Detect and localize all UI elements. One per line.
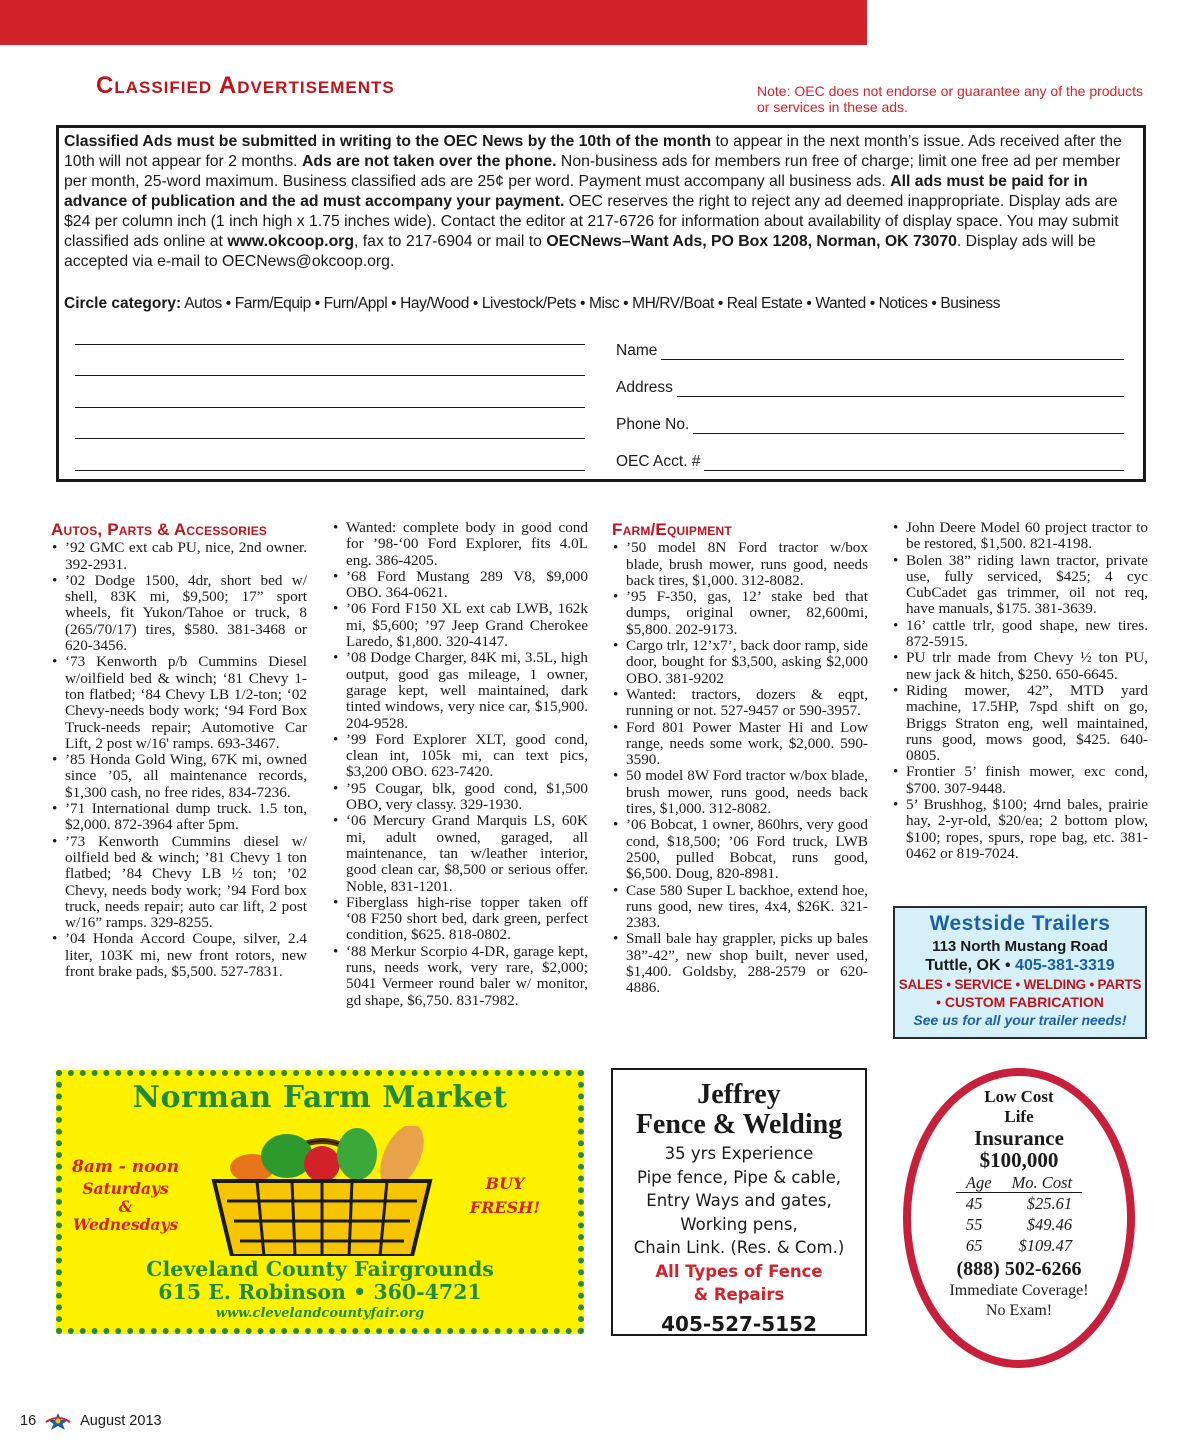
jeff-line: Pipe fence, Pipe & cable, <box>637 1167 841 1187</box>
westside-trailers-ad <box>893 906 1147 1039</box>
category-line: Circle category: Autos • Farm/Equip • Furn/Appl • Hay/Wood • Livestock/Pets • Misc • MH/RV/Boat • Real Estate • Wanted • Notices • Business <box>64 295 1001 312</box>
ins-line: Insurance <box>974 1126 1064 1150</box>
classified-ad-item: • ’85 Honda Gold Wing, 67K mi, owned since ’05, all maintenance records, $1,300 cash, no free rides, 834-7236. <box>51 752 307 801</box>
autos-column-2 <box>332 520 588 1009</box>
rates-header-cost: Mo. Cost <box>1002 1173 1083 1193</box>
classified-ad-item: • 16’ cattle trlr, good shape, new tires. 872-5915. <box>892 618 1148 651</box>
rate-age: 65 <box>965 1236 983 1255</box>
autos-list <box>51 540 307 980</box>
nfm-venue: Cleveland County Fairgrounds 615 E. Robinson • 360-4721 <box>146 1257 494 1304</box>
classified-ad-item: • ’71 International dump truck. 1.5 ton, $2,000. 872-3964 after 5pm. <box>51 801 307 834</box>
page-number: 16 <box>20 1413 37 1429</box>
classified-ad-item: • Frontier 5’ finish mower, exc cond, $700. 307-9448. <box>892 764 1148 797</box>
classified-ad-item: • ’06 Ford F150 XL ext cab LWB, 162k mi, $5,600; ’97 Jeep Grand Cherokee Laredo, $1,800. 320-4147. <box>332 601 588 650</box>
rates-row <box>956 1214 1082 1235</box>
ins-amount: $100,000 <box>979 1148 1059 1172</box>
rates-header-age: Age <box>956 1173 1002 1193</box>
nfm-title: Norman Farm Market <box>132 1080 508 1115</box>
rate-cost: $109.47 <box>1018 1236 1073 1255</box>
classified-ad-item: • Small bale hay grappler, picks up bales 38”-42”, new shop built, never used, $1,400. Goldsby, 288-2579 or 620-4886. <box>612 931 868 996</box>
classified-ad-item: • ’68 Ford Mustang 289 V8, $9,000 OBO. 364-0621. <box>332 569 588 602</box>
ins-line: No Exam! <box>985 1302 1053 1319</box>
classified-ad-item: • John Deere Model 60 project tractor to be restored, $1,500. 821-4198. <box>892 520 1148 553</box>
classified-ad-item: • ‘73 Kenworth p/b Cummins Diesel w/oilfield bed & winch; ‘81 Chevy 1-ton flatbed; ‘84 Chevy LB 1/2-ton; ‘02 Chevy-needs body work; ‘94 Ford Box Truck-needs repair; Automotive Car Lift, 2 post w/16' ramps. 693-3467. <box>51 654 307 752</box>
jeff-title: Jeffrey Fence & Welding <box>635 1079 843 1140</box>
classified-ad-item: • Riding mower, 42”, MTD yard machine, 17.5HP, 7spd shift on go, Briggs Straton eng, well maintained, runs good, mows good, $425. 640-0805. <box>892 683 1148 764</box>
classified-ad-item: • ’50 model 8N Ford tractor w/box blade, brush mower, runs good, needs back tires, $1,000. 312-8082. <box>612 540 868 589</box>
section-heading-autos: Autos, Parts & Accessories <box>51 520 268 539</box>
rates-row <box>956 1235 1082 1256</box>
classified-ad-item: • Bolen 38” riding lawn tractor, private use, fully serviced, $425; 4 cyc CubCadet gas trimmer, oil not req, have manuals, $175. 381-3639. <box>892 553 1148 618</box>
rates-row <box>956 1193 1082 1215</box>
disclaimer-note: Note: OEC does not endorse or guarantee any of the products or services in these ads. <box>757 83 1144 115</box>
rate-age: 55 <box>965 1215 983 1234</box>
classified-ad-item: • ‘06 Mercury Grand Marquis LS, 60K mi, adult owned, garaged, all maintenance, tan w/leather interior, good clean car, $8,500 or serious offer. Noble, 831-1201. <box>332 813 588 894</box>
classified-ad-item: • ’95 F-350, gas, 12’ stake bed that dumps, original owner, 82,600mi, $5,800. 202-9173. <box>612 589 868 638</box>
submission-rules: Classified Ads must be submitted in writing to the OEC News by the 10th of the month to appear in the next month’s issue. Ads received after the 10th will not appear for 2 months. Ads are not taken over the phone. Non-business ads for members run free of charge; limit one free ad per member per month, 25-word maximum. Business classified ads are 25¢ per word. Payment must accompany all business ads. All ads must be paid for in advance of publication and the ad must accompany your payment. OEC reserves the right to reject any ad deemed inappropriate. Display ads are $24 per column inch (1 inch high x 1.75 inches wide). Contact the editor at 217-6726 for information about availability of display space. You may submit classified ads online at www.okcoop.org, fax to 217-6904 or mail to OECNews–Want Ads, PO Box 1208, Norman, OK 73070. Display ads will be accepted via e-mail to OECNews@okcoop.org. <box>64 133 1122 270</box>
classified-ad-item: • Wanted: tractors, dozers & eqpt, running or not. 527-9457 or 590-3957. <box>612 687 868 720</box>
issue-date: August 2013 <box>80 1413 162 1429</box>
page-footer <box>20 1412 162 1430</box>
section-heading-farm: Farm/Equipment <box>612 520 732 539</box>
ad-text-line[interactable] <box>75 344 585 345</box>
ws-city-phone: Tuttle, OK • 405-381-3319 <box>925 957 1115 974</box>
classified-ad-item: • ’08 Dodge Charger, 84K mi, 3.5L, high output, good gas mileage, 1 owner, garage kept, well maintained, dark tinted windows, very nice car, $15,900. 204-9528. <box>332 650 588 731</box>
jeff-red-line: All Types of Fence <box>655 1261 823 1281</box>
jeff-phone: 405-527-5152 <box>661 1311 817 1336</box>
classified-ad-item: • Wanted: complete body in good cond for ’98-‘00 Ford Explorer, fits 4.0L eng. 386-4205. <box>332 520 588 569</box>
oec-logo-icon <box>44 1412 72 1430</box>
classified-ad-item: • ’04 Honda Accord Coupe, silver, 2.4 liter, 103K mi, new front rotors, new front brake pads, $5,500. 527-7831. <box>51 931 307 980</box>
ad-text-line[interactable] <box>75 375 585 376</box>
ws-address: 113 North Mustang Road <box>932 938 1108 955</box>
produce-basket-icon <box>202 1126 442 1256</box>
jeff-line: Chain Link. (Res. & Com.) <box>633 1238 845 1257</box>
classified-ad-item: • Ford 801 Power Master Hi and Low range, needs some work, $2,000. 590-3590. <box>612 720 868 769</box>
name-field[interactable]: Name <box>616 340 1124 360</box>
classified-ad-item: • Case 580 Super L backhoe, extend hoe, runs good, new tires, 4x4, $26K. 321-2383. <box>612 883 868 932</box>
acct-field[interactable]: OEC Acct. # <box>616 451 1124 471</box>
jeffrey-fence-ad <box>611 1068 867 1336</box>
jeff-red-line: & Repairs <box>693 1284 785 1304</box>
autos-list-cont <box>332 520 588 1009</box>
rate-cost: $25.61 <box>1026 1194 1073 1213</box>
classified-ad-item: • PU trlr made from Chevy ½ ton PU, new jack & hitch, $250. 650-6645. <box>892 650 1148 683</box>
classified-ad-item: • 50 model 8W Ford tractor w/box blade, brush mower, runs good, needs back tires, $1,000. 312-8082. <box>612 768 868 817</box>
ws-name: Westside Trailers <box>929 912 1111 935</box>
ins-line: Immediate Coverage! <box>949 1282 1089 1299</box>
ins-line: Life <box>1004 1107 1034 1126</box>
farm-column-2 <box>892 520 1148 862</box>
ad-text-line[interactable] <box>75 438 585 439</box>
classified-ad-item: • ’99 Ford Explorer XLT, good cond, clean int, 105k mi, can text pics, $3,200 OBO. 623-7420. <box>332 732 588 781</box>
jeff-line: 35 yrs Experience <box>664 1144 814 1163</box>
farm-column-1 <box>612 522 868 997</box>
nfm-buy-fresh: BUY FRESH! <box>469 1174 541 1217</box>
classified-ad-item: • 5’ Brushhog, $100; 4rnd bales, prairie hay, 2-yr-old, $20/ea; 2 bottom plow, $100; ropes, spurs, rope bag, etc. 381-0462 or 819-7024. <box>892 797 1148 862</box>
page-title: Classified Advertisements <box>96 72 395 99</box>
ws-custom: • CUSTOM FABRICATION <box>936 994 1104 1010</box>
norman-farm-market-ad <box>56 1070 584 1334</box>
jeff-line: Working pens, <box>680 1214 798 1234</box>
phone-field[interactable]: Phone No. <box>616 414 1124 434</box>
rate-cost: $49.46 <box>1026 1215 1073 1234</box>
rate-age: 45 <box>965 1194 983 1213</box>
classified-ad-item: • ’06 Bobcat, 1 owner, 860hrs, very good cond, $18,500; ’06 Ford truck, LWB 2500, pulled Bobcat, runs good, $6,500. Doug, 820-8981. <box>612 817 868 882</box>
classified-ad-item: • Cargo trlr, 12’x7’, back door ramp, side door, bought for $3,500, asking $2,000 OBO. 381-9202 <box>612 638 868 687</box>
ad-text-line[interactable] <box>75 407 585 408</box>
ins-line: Low Cost <box>984 1087 1054 1106</box>
classified-ad-item: • ’92 GMC ext cab PU, nice, 2nd owner. 392-2931. <box>51 540 307 573</box>
farm-list-cont <box>892 520 1148 862</box>
classified-ad-item: • ‘88 Merkur Scorpio 4-DR, garage kept, runs, needs work, very rare, $2,000; 5041 Vermeer round baler w/ monitor, gd shape, $6,750. 831-7982. <box>332 944 588 1009</box>
ad-text-line[interactable] <box>75 470 585 471</box>
classified-ad-item: • ’73 Kenworth Cummins diesel w/ oilfield bed & winch; ’81 Chevy 1 ton flatbed; ’84 Chevy LB ½ ton; ’02 Chevy, needs body work; ’94 Ford box truck, needs repair; auto car lift, 2 post w/16” ramps. 329-8255. <box>51 834 307 932</box>
classified-ad-item: • Fiberglass high-rise topper taken off ‘08 F250 short bed, dark green, perfect condition, $625. 818-0802. <box>332 895 588 944</box>
submission-form <box>56 125 1146 482</box>
classified-ad-item: • ’95 Cougar, blk, good cond, $1,500 OBO, very classy. 329-1930. <box>332 781 588 814</box>
ins-phone: (888) 502-6266 <box>956 1258 1082 1280</box>
rates-table <box>956 1173 1082 1256</box>
nfm-url[interactable]: www.clevelandcountyfair.org <box>215 1306 425 1321</box>
ws-tagline: See us for all your trailer needs! <box>913 1012 1127 1028</box>
farm-list <box>612 540 868 996</box>
top-color-bar <box>0 0 867 45</box>
ws-services: SALES • SERVICE • WELDING • PARTS <box>898 977 1142 992</box>
autos-column-1 <box>51 522 307 980</box>
classified-ad-item: • ’02 Dodge 1500, 4dr, short bed w/ shell, 83K mi, $9,500; 17” sport wheels, fit Yukon/Tahoe or truck, 8 (265/70/17) tires, $580. 381-3468 or 620-3456. <box>51 573 307 654</box>
jeff-line: Entry Ways and gates, <box>646 1191 832 1210</box>
life-insurance-ad <box>903 1068 1135 1368</box>
address-field[interactable]: Address <box>616 377 1124 397</box>
nfm-hours: 8am - noon Saturdays & Wednesdays <box>72 1157 180 1234</box>
